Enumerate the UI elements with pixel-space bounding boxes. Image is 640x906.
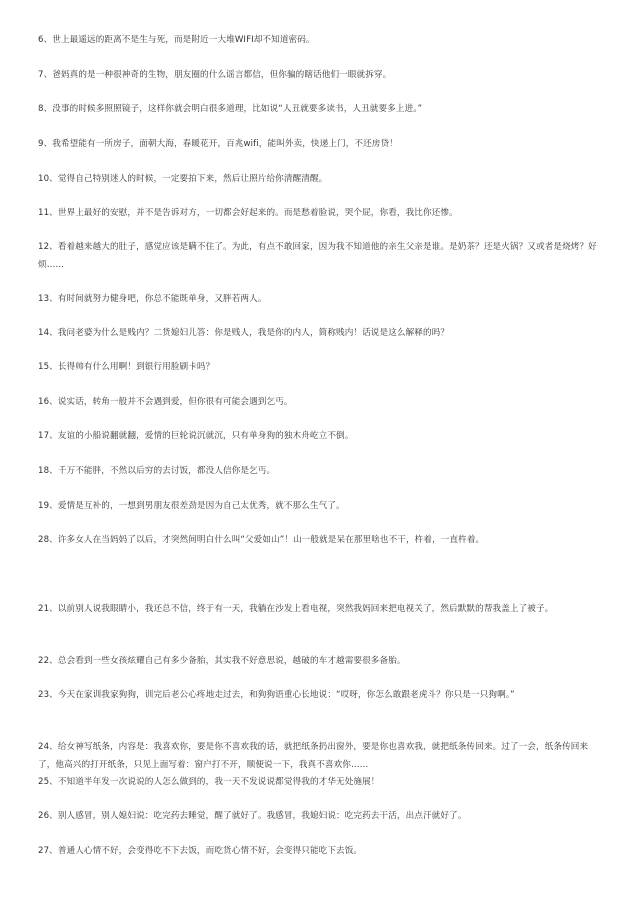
- joke-paragraph-24: 24、给女神写纸条，内容是：我喜欢你，要是你不喜欢我的话，就把纸条扔出窗外，要是你也喜欢我，就把纸条传回来。过了一会，纸条传回来了，他高兴的打开纸条，只见上面写着：窗户打不开，顺便说一下，我真不喜欢你……: [38, 742, 589, 770]
- joke-paragraph-11: 11、世界上最好的安慰，并不是告诉对方，一切都会好起来的。而是愁着脸说，哭个屁，你看，我比你还惨。: [38, 208, 458, 218]
- joke-paragraph-27: 27、普通人心情不好，会变得吃不下去饭，而吃货心情不好，会变得只能吃下去饭。: [38, 846, 363, 856]
- joke-paragraph-15: 15、长得帅有什么用啊！到银行用脸刷卡吗？: [38, 362, 215, 372]
- joke-paragraph-18: 18、千万不能胖，不然以后穷的去讨饭，都没人信你是乞丐。: [38, 466, 276, 476]
- joke-paragraph-26: 26、别人感冒，别人媳妇说：吃完药去睡觉，醒了就好了。我感冒，我媳妇说：吃完药去干活，出点汗就好了。: [38, 811, 467, 821]
- joke-paragraph-9: 9、我希望能有一所房子，面朝大海，春暖花开，百兆wifi，能叫外卖，快递上门，不还房贷！: [38, 139, 398, 149]
- joke-paragraph-22: 22、总会看到一些女孩炫耀自己有多少备胎，其实我不好意思说，越破的车才越需要很多备胎。: [38, 656, 406, 666]
- joke-paragraph-8: 8、没事的时候多照照镜子，这样你就会明白很多道理，比如说“人丑就要多读书，人丑就要多上进。”: [38, 104, 423, 114]
- joke-paragraph-19: 19、爱情是互补的，一想到男朋友很差劲是因为自己太优秀，就不那么生气了。: [38, 501, 345, 511]
- joke-paragraph-16: 16、说实话，转角一般并不会遇到爱，但你很有可能会遇到乞丐。: [38, 397, 293, 407]
- joke-paragraph-13: 13、有时间就努力健身吧，你总不能既单身，又胖若两人。: [38, 294, 267, 304]
- joke-paragraph-21: 21、以前别人说我眼睛小，我还总不信，终于有一天，我躺在沙发上看电视，突然我妈回来把电视关了，然后默默的帮我盖上了被子。: [38, 604, 554, 614]
- joke-paragraph-23: 23、今天在家训我家狗狗，训完后老公心疼地走过去，和狗狗语重心长地说：“哎呀，你怎么敢跟老虎斗？你只是一只狗啊。”: [38, 690, 515, 700]
- joke-paragraph-6: 6、世上最遥远的距离不是生与死，而是附近一大堆WIFI却不知道密码。: [38, 35, 315, 45]
- joke-paragraph-10: 10、觉得自己特别迷人的时候，一定要拍下来，然后让照片给你清醒清醒。: [38, 174, 328, 184]
- joke-paragraph-28: 28、许多女人在当妈妈了以后，才突然间明白什么叫“父爱如山”！山一般就是呆在那里啥也不干，杵着，一直杵着。: [38, 535, 485, 545]
- joke-paragraph-14: 14、我问老婆为什么是贱内？二货媳妇儿答：你是贱人，我是你的内人，简称贱内！话说是这么解释的吗？: [38, 328, 450, 338]
- joke-paragraph-7: 7、爸妈真的是一种很神奇的生物，朋友圈的什么谣言都信，但你骗的瞎话他们一眼就拆穿。: [38, 70, 392, 80]
- joke-paragraph-17: 17、友谊的小船说翻就翻，爱情的巨轮说沉就沉，只有单身狗的独木舟屹立不倒。: [38, 431, 354, 441]
- joke-paragraph-25: 25、不知道半年发一次说说的人怎么做到的，我一天不发说说都觉得我的才华无处施展！: [38, 777, 380, 787]
- joke-paragraph-12: 12、看着越来越大的肚子，感觉应该是瞒不住了。为此，有点不敢回家，因为我不知道他的亲生父亲是谁。是奶茶？还是火锅？又或者是烧烤？好烦……: [38, 242, 597, 270]
